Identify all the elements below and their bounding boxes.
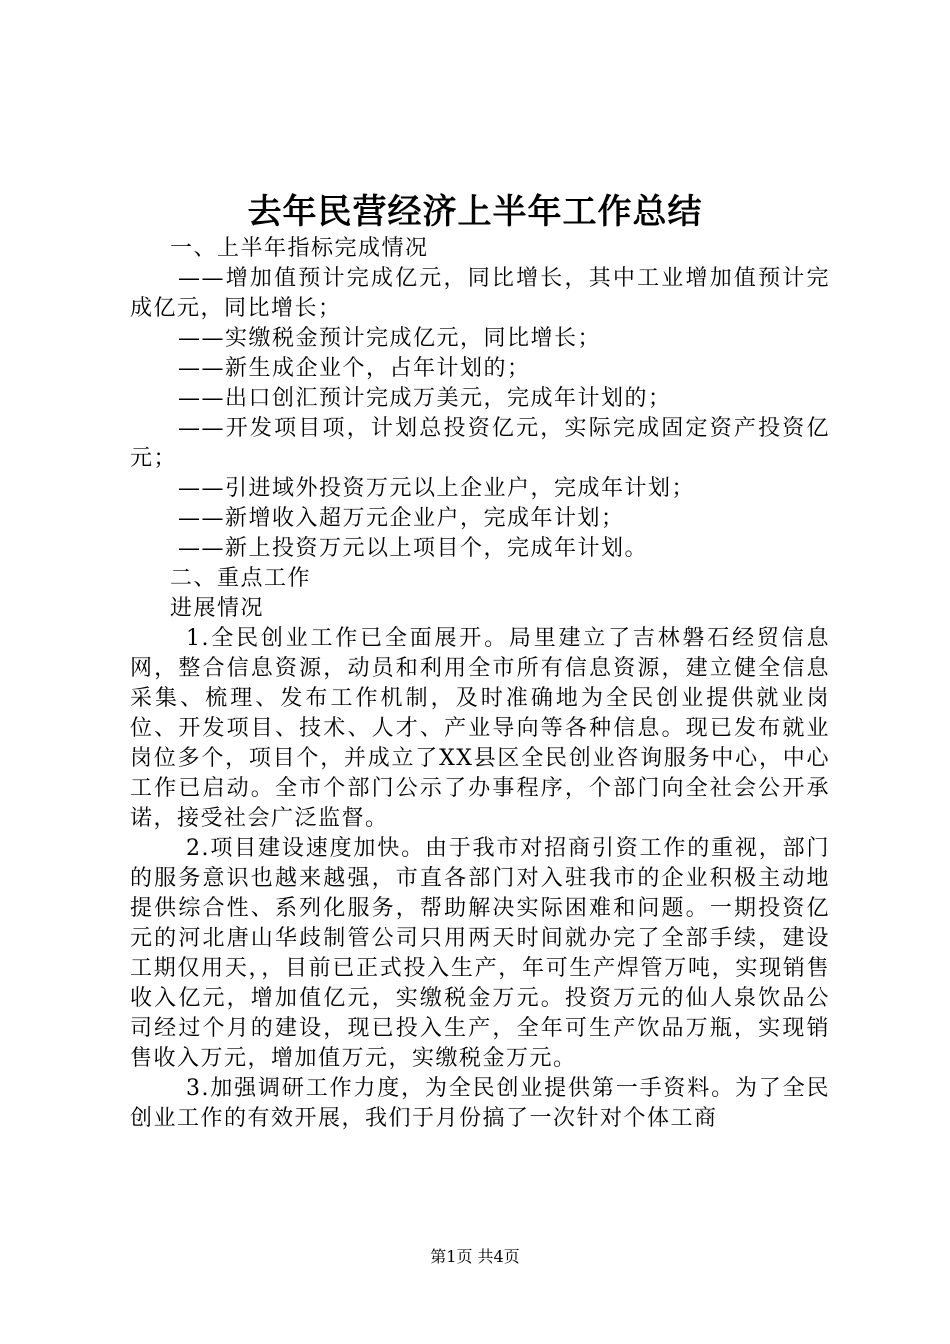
indicator-item: ——增加值预计完成亿元，同比增长，其中工业增加值预计完成亿元，同比增长； (130, 266, 830, 321)
indicator-item: ——新增收入超万元企业户，完成年计划； (178, 506, 625, 531)
numbered-paragraph: 3.加强调研工作力度，为全民创业提供第一手资料。为了全民创业工作的有效开展，我们于月份搞了一次针对个体工商 (130, 1076, 830, 1131)
section-heading: 二、重点工作 (170, 566, 312, 591)
indicator-item: ——开发项目项，计划总投资亿元，实际完成固定资产投资亿元； (130, 416, 830, 471)
numbered-paragraph: 1.全民创业工作已全面展开。局里建立了吉林磐石经贸信息网，整合信息资源，动员和利用全市所有信息资源，建立健全信息采集、梳理、发布工作机制，及时准确地为全民创业提供就业岗位、开发项目、技术、人才、产业导向等各种信息。现已发布就业岗位多个，项目个，并成立了XX县区全民创业咨询服务中心，中心工作已启动。全市个部门公示了办事程序，个部门向全社会公开承诺，接受社会广泛监督。 (130, 626, 830, 831)
page-number: 第1页 共4页 (430, 1247, 520, 1266)
subsection-heading: 进展情况 (170, 596, 265, 621)
indicator-item: ——新生成企业个，占年计划的； (178, 356, 531, 381)
document-title: 去年民营经济上半年工作总结 (247, 192, 703, 232)
indicator-item: ——出口创汇预计完成万美元，完成年计划的； (178, 386, 672, 411)
section-heading: 一、上半年指标完成情况 (170, 236, 429, 261)
document-body (130, 234, 830, 1134)
indicator-item: ——实缴税金预计完成亿元，同比增长； (178, 326, 602, 351)
numbered-paragraph: 2.项目建设速度加快。由于我市对招商引资工作的重视，部门的服务意识也越来越强，市直各部门对入驻我市的企业积极主动地提供综合性、系列化服务，帮助解决实际困难和问题。一期投资亿元的河北唐山华歧制管公司只用两天时间就办完了全部手续，建设工期仅用天，，目前已正式投入生产，年可生产焊管万吨，实现销售收入亿元，增加值亿元，实缴税金万元。投资万元的仙人泉饮品公司经过个月的建设，现已投入生产，全年可生产饮品万瓶，实现销售收入万元，增加值万元，实缴税金万元。 (130, 836, 830, 1071)
indicator-item: ——新上投资万元以上项目个，完成年计划。 (178, 536, 649, 561)
indicator-item: ——引进域外投资万元以上企业户，完成年计划； (178, 476, 696, 501)
